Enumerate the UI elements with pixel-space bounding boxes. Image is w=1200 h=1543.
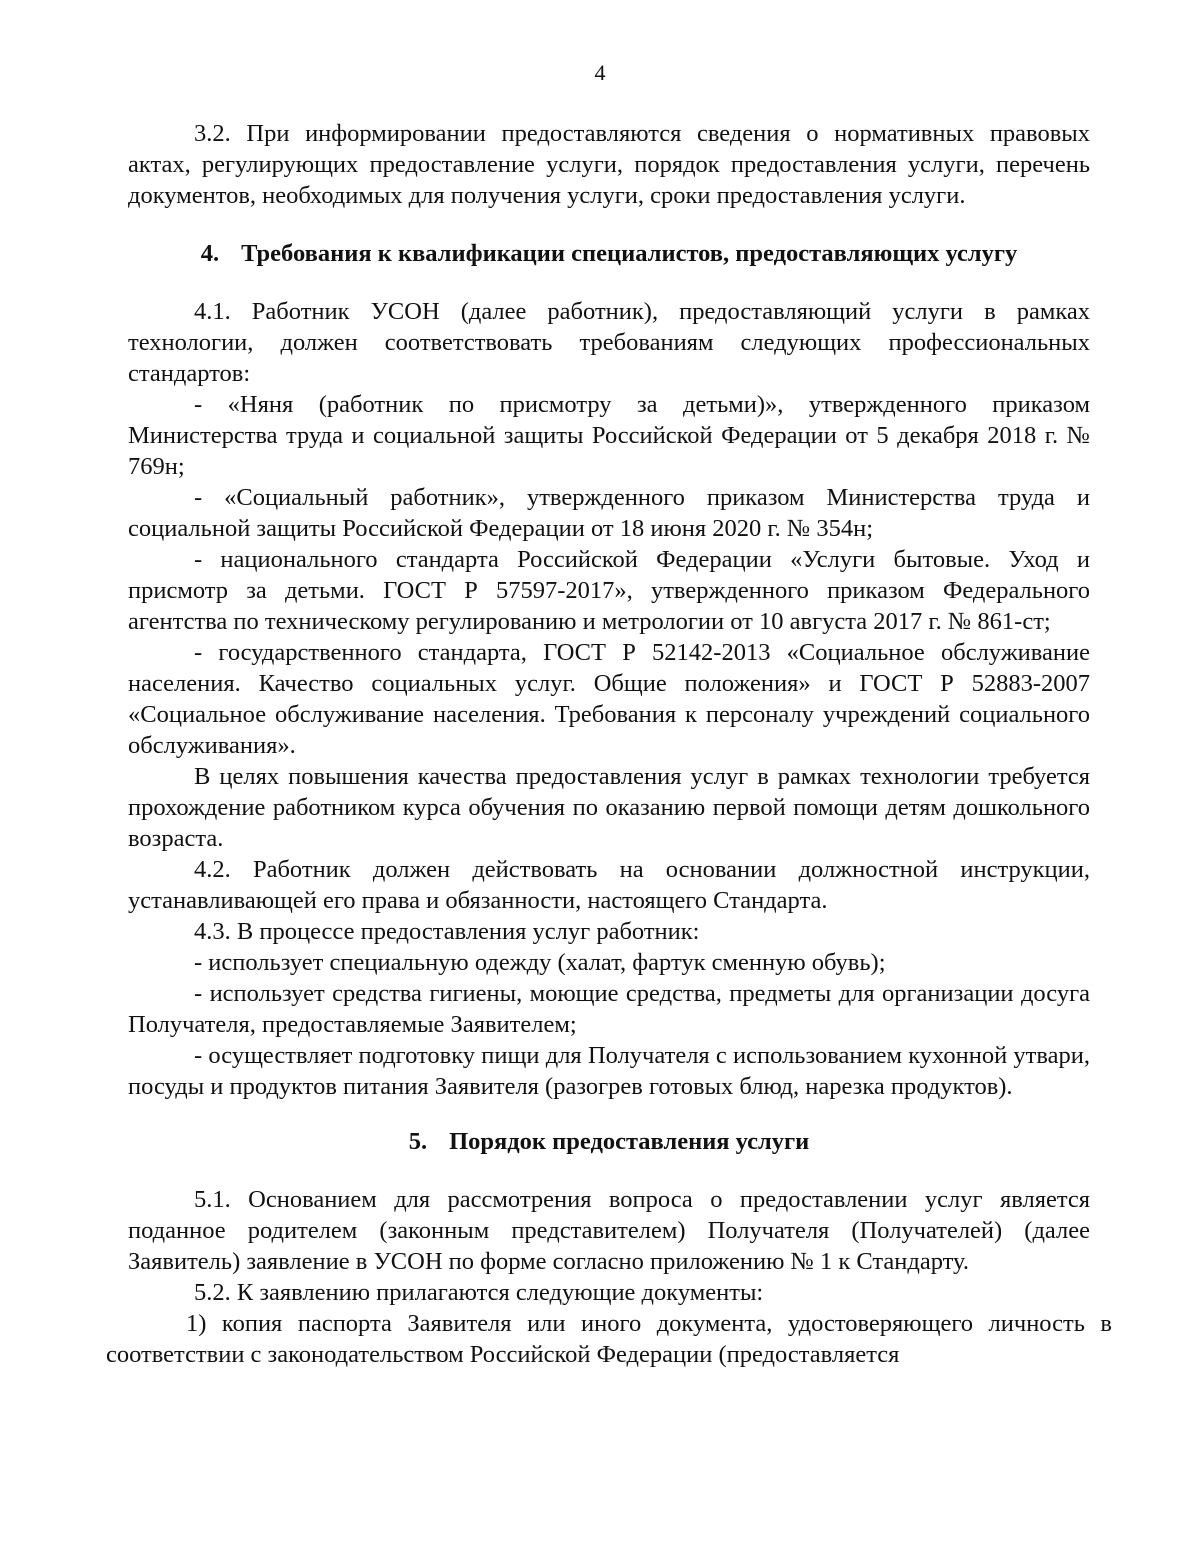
paragraph-4-1-national-standard: - национального стандарта Российской Федерации «Услуги бытовые. Уход и присмотр за детьми. ГОСТ Р 57597-2017», утвержденного приказом Федерального агентства по техническому регулированию и метрологии от 10 августа 2017 г. № 861-ст; <box>128 546 1090 635</box>
spacer <box>128 269 1090 296</box>
spacer <box>128 1102 1090 1126</box>
paragraph-4-2: 4.2. Работник должен действовать на основании должностной инструкции, устанавливающей его права и обязанности, настоящего Стандарта. <box>128 856 1090 914</box>
section-5-number: 5. <box>408 1128 428 1155</box>
paragraph-4-1-nanny-standard: - «Няня (работник по присмотру за детьми)», утвержденного приказом Министерства труда и социальной защиты Российской Федерации от 5 декабря 2018 г. № 769н; <box>128 391 1090 480</box>
section-5-heading <box>128 1126 1090 1157</box>
paragraph-4-3-hygiene: - использует средства гигиены, моющие средства, предметы для организации досуга Получателя, предоставляемые Заявителем; <box>128 980 1090 1038</box>
paragraph-5-2-item-1: 1) копия паспорта Заявителя или иного документа, удостоверяющего личность в соответствии с законодательством Российской Федерации (предоставляется <box>106 1310 1112 1368</box>
paragraph-4-1: 4.1. Работник УСОН (далее работник), предоставляющий услуги в рамках технологии, должен соответствовать требованиям следующих профессиональных стандартов: <box>128 298 1090 387</box>
section-4-number: 4. <box>200 240 220 267</box>
page-number: 4 <box>594 60 606 85</box>
spacer <box>128 1157 1090 1184</box>
paragraph-3-2: 3.2. При информировании предоставляются сведения о нормативных правовых актах, регулирующих предоставление услуги, порядок предоставления услуги, перечень документов, необходимых для получения услуги, сроки предоставления услуги. <box>128 120 1090 209</box>
paragraph-4-3: 4.3. В процессе предоставления услуг работник: <box>194 918 700 945</box>
section-4-heading <box>128 238 1090 269</box>
paragraph-4-1-state-standard: - государственного стандарта, ГОСТ Р 52142-2013 «Социальное обслуживание населения. Качество социальных услуг. Общие положения» и ГОСТ Р 52883-2007 «Социальное обслуживание населения. Требования к персоналу учреждений социального обслуживания». <box>128 639 1090 759</box>
paragraph-4-1-social-worker-standard: - «Социальный работник», утвержденного приказом Министерства труда и социальной защиты Российской Федерации от 18 июня 2020 г. № 354н; <box>128 484 1090 542</box>
paragraph-5-2: 5.2. К заявлению прилагаются следующие документы: <box>194 1279 764 1306</box>
section-5-title: Порядок предоставления услуги <box>449 1128 810 1155</box>
paragraph-4-3-food: - осуществляет подготовку пищи для Получателя с использованием кухонной утвари, посуды и продуктов питания Заявителя (разогрев готовых блюд, нарезка продуктов). <box>128 1042 1090 1100</box>
paragraph-5-1: 5.1. Основанием для рассмотрения вопроса о предоставлении услуг является поданное родителем (законным представителем) Получателя (Получателей) (далее Заявитель) заявление в УСОН по форме согласно приложению № 1 к Стандарту. <box>128 1186 1090 1275</box>
paragraph-4-3-clothing: - использует специальную одежду (халат, фартук сменную обувь); <box>194 949 886 976</box>
section-4-title: Требования к квалификации специалистов, предоставляющих услугу <box>241 240 1018 267</box>
spacer <box>128 211 1090 238</box>
document-body <box>106 118 1112 1370</box>
paragraph-4-1-training: В целях повышения качества предоставления услуг в рамках технологии требуется прохождение работником курса обучения по оказанию первой помощи детям дошкольного возраста. <box>128 763 1090 852</box>
